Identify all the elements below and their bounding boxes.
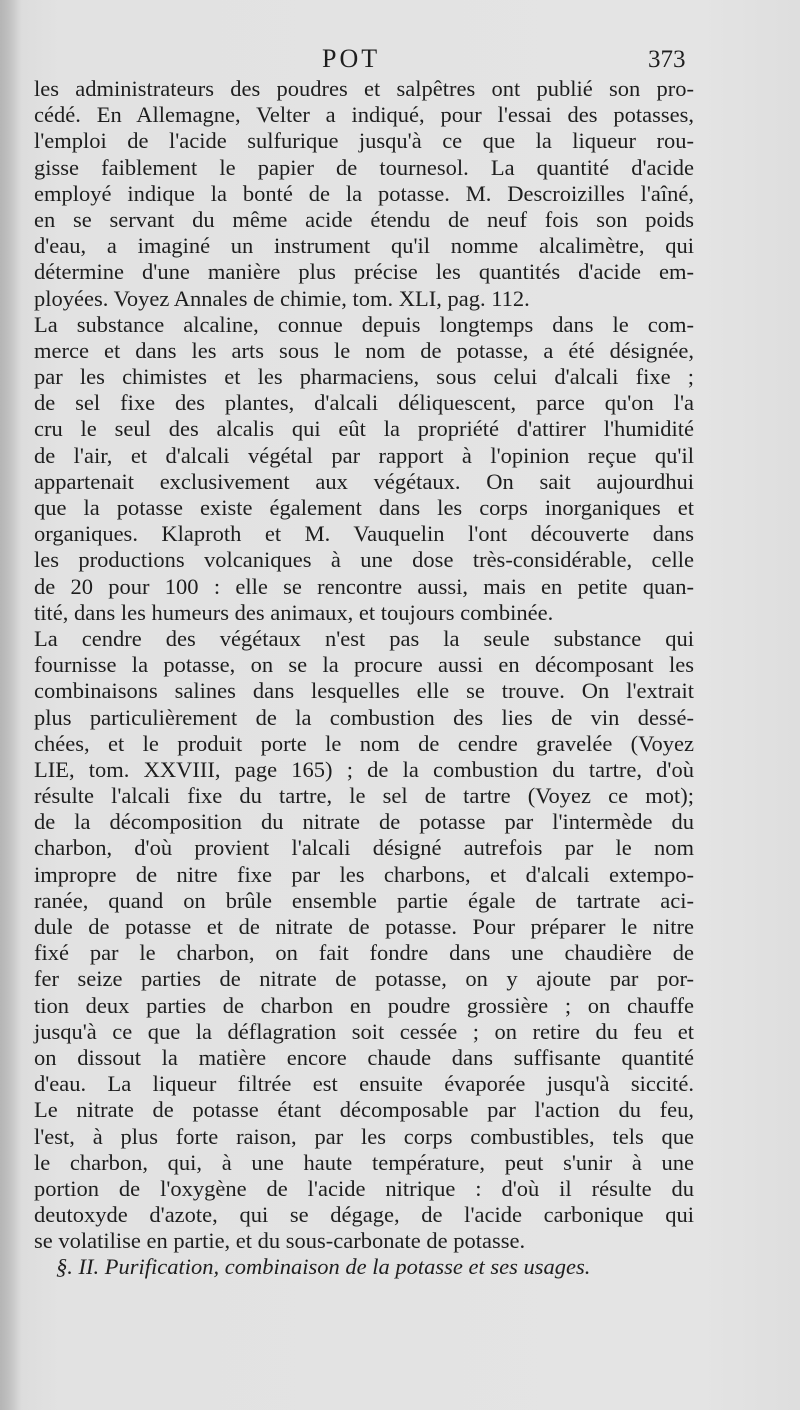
text-line: le charbon, qui, à une haute température, peut s'unir à une bbox=[34, 1149, 694, 1175]
text-line: les productions volcaniques à une dose très-considérable, celle bbox=[34, 547, 694, 573]
text-line: détermine d'une manière plus précise les quantités d'acide em- bbox=[34, 259, 694, 285]
text-line: organiques. Klaproth et M. Vauquelin l'ont découverte dans bbox=[34, 521, 694, 547]
text-line: appartenait exclusivement aux végétaux. On sait aujourdhui bbox=[34, 468, 694, 494]
text-line: cédé. En Allemagne, Velter a indiqué, pour l'essai des potasses, bbox=[34, 102, 694, 128]
text-line: l'est, à plus forte raison, par les corps combustibles, tels que bbox=[34, 1123, 694, 1149]
text-line: deutoxyde d'azote, qui se dégage, de l'acide carbonique qui bbox=[34, 1202, 694, 1228]
text-line: de sel fixe des plantes, d'alcali déliquescent, parce qu'on l'a bbox=[34, 390, 694, 416]
paragraph-end-line: tité, dans les humeurs des animaux, et toujours combinée. bbox=[34, 599, 554, 625]
text-line: de la décomposition du nitrate de potasse par l'intermède du bbox=[34, 809, 694, 835]
text-line: tion deux parties de charbon en poudre grossière ; on chauffe bbox=[34, 992, 694, 1018]
body-text bbox=[34, 76, 694, 1281]
text-line: La cendre des végétaux n'est pas la seule substance qui bbox=[34, 625, 694, 651]
text-line: d'eau. La liqueur filtrée est ensuite évaporée jusqu'à siccité. bbox=[34, 1071, 694, 1097]
text-line: combinaisons salines dans lesquelles elle se trouve. On l'extrait bbox=[34, 678, 694, 704]
text-line: plus particulièrement de la combustion des lies de vin dessé- bbox=[34, 704, 694, 730]
paragraph-end-line: ployées. Voyez Annales de chimie, tom. XLI, pag. 112. bbox=[34, 285, 530, 311]
text-line: LIE, tom. XXVIII, page 165) ; de la combustion du tartre, d'où bbox=[34, 756, 694, 782]
text-line: dule de potasse et de nitrate de potasse. Pour préparer le nitre bbox=[34, 914, 694, 939]
text-line: fixé par le charbon, on fait fondre dans une chaudière de bbox=[34, 940, 694, 966]
text-line: merce et dans les arts sous le nom de potasse, a été désignée, bbox=[34, 337, 694, 363]
text-line: de l'air, et d'alcali végétal par rapport à l'opinion reçue qu'il bbox=[34, 442, 694, 468]
text-line: chées, et le produit porte le nom de cendre gravelée (Voyez bbox=[34, 730, 694, 756]
text-line: gisse faiblement le papier de tournesol. La quantité d'acide bbox=[34, 154, 694, 180]
text-line: La substance alcaline, connue depuis longtemps dans le com- bbox=[34, 311, 694, 337]
text-line: fournisse la potasse, on se la procure aussi en décomposant les bbox=[34, 652, 694, 678]
text-line: l'emploi de l'acide sulfurique jusqu'à ce que la liqueur rou- bbox=[34, 128, 694, 154]
text-line: résulte l'alcali fixe du tartre, le sel de tartre (Voyez ce mot); bbox=[34, 783, 694, 809]
text-line: ranée, quand on brûle ensemble partie égale de tartrate aci- bbox=[34, 887, 694, 913]
text-line: Le nitrate de potasse étant décomposable par l'action du feu, bbox=[34, 1097, 694, 1123]
text-line: employé indique la bonté de la potasse. M. Descroizilles l'aîné, bbox=[34, 180, 694, 206]
text-line: on dissout la matière encore chaude dans suffisante quantité bbox=[34, 1044, 694, 1070]
gutter-shadow bbox=[0, 0, 22, 1410]
text-line: fer seize parties de nitrate de potasse, on y ajoute par por- bbox=[34, 966, 694, 992]
text-line: portion de l'oxygène de l'acide nitrique : d'où il résulte du bbox=[34, 1175, 694, 1201]
text-line: impropre de nitre fixe par les charbons, et d'alcali extempo- bbox=[34, 861, 694, 887]
text-line: jusqu'à ce que la déflagration soit cessée ; on retire du feu et bbox=[34, 1018, 694, 1044]
paragraph-end-line: se volatilise en partie, et du sous-carbonate de potasse. bbox=[34, 1228, 526, 1254]
text-line: les administrateurs des poudres et salpêtres ont publié son pro- bbox=[34, 76, 694, 101]
running-head: POT bbox=[322, 44, 381, 73]
text-line: de 20 pour 100 : elle se rencontre aussi, mais en petite quan- bbox=[34, 573, 694, 599]
section-heading: §. II. Purification, combinaison de la potasse et ses usages. bbox=[56, 1254, 591, 1280]
text-line: charbon, d'où provient l'alcali désigné autrefois par le nom bbox=[34, 835, 694, 861]
text-line: en se servant du même acide étendu de neuf fois son poids bbox=[34, 206, 694, 232]
page-number: 373 bbox=[648, 46, 686, 73]
text-line: cru le seul des alcalis qui eût la propriété d'attirer l'humidité bbox=[34, 416, 694, 442]
text-line: d'eau, a imaginé un instrument qu'il nomme alcalimètre, qui bbox=[34, 233, 694, 259]
text-line: par les chimistes et les pharmaciens, sous celui d'alcali fixe ; bbox=[34, 364, 694, 390]
text-line: que la potasse existe également dans les corps inorganiques et bbox=[34, 495, 694, 520]
